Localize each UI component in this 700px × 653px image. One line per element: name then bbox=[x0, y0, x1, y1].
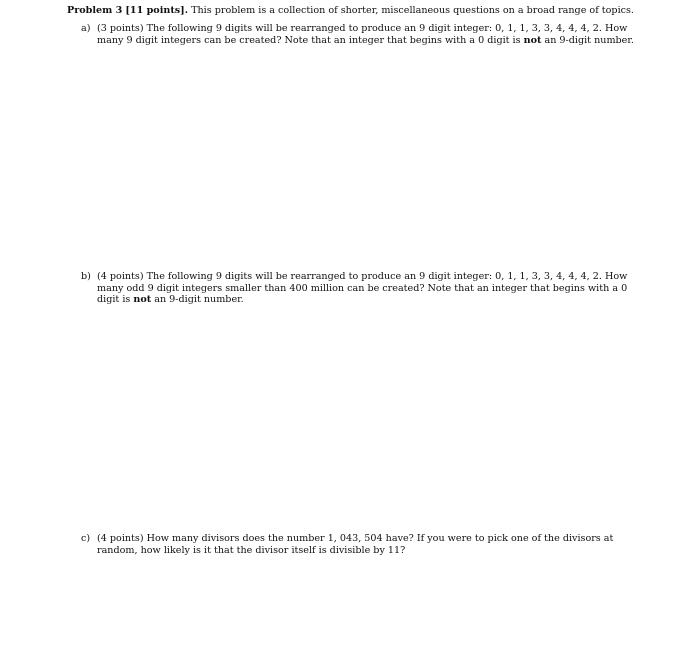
part-a-text-1: (3 points) The following 9 digits will be rearranged to produce an 9 digit integer: 0, 1, 1, 3, 3, 4, 4, 4, 2. How many 9 digit integers can be created? Note that an integer that begins with a 0 digit is bbox=[97, 23, 628, 46]
part-c bbox=[81, 533, 646, 556]
part-c-text: (4 points) How many divisors does the number 1, 043, 504 have? If you were to pick one of the divisors at random, how likely is it that the divisor itself is divisible by 11? bbox=[97, 533, 614, 556]
part-c-marker: c) bbox=[81, 533, 91, 544]
part-b-text-2: an 9-digit number. bbox=[151, 294, 244, 306]
problem-title: Problem 3 bbox=[67, 5, 123, 16]
part-a bbox=[81, 23, 646, 46]
part-b-marker: b) bbox=[81, 271, 91, 282]
part-a-marker: a) bbox=[81, 23, 91, 34]
part-a-text bbox=[97, 23, 646, 46]
part-a-bold: not bbox=[523, 34, 542, 46]
part-b bbox=[81, 271, 646, 306]
part-b-text bbox=[97, 271, 646, 306]
part-a-text-2: an 9-digit number. bbox=[541, 34, 634, 46]
problem-intro: This problem is a collection of shorter, miscellaneous questions on a broad range of topics. bbox=[191, 5, 634, 16]
part-b-text-1: (4 points) The following 9 digits will be rearranged to produce an 9 digit integer: 0, 1, 1, 3, 3, 4, 4, 4, 2. How many odd 9 digit integers smaller than 400 million can be created? Note that an integer that begins with a 0 digit is bbox=[97, 271, 628, 306]
problem-header bbox=[67, 5, 667, 17]
problem-points: [11 points]. bbox=[125, 5, 189, 16]
part-b-bold: not bbox=[133, 294, 152, 306]
